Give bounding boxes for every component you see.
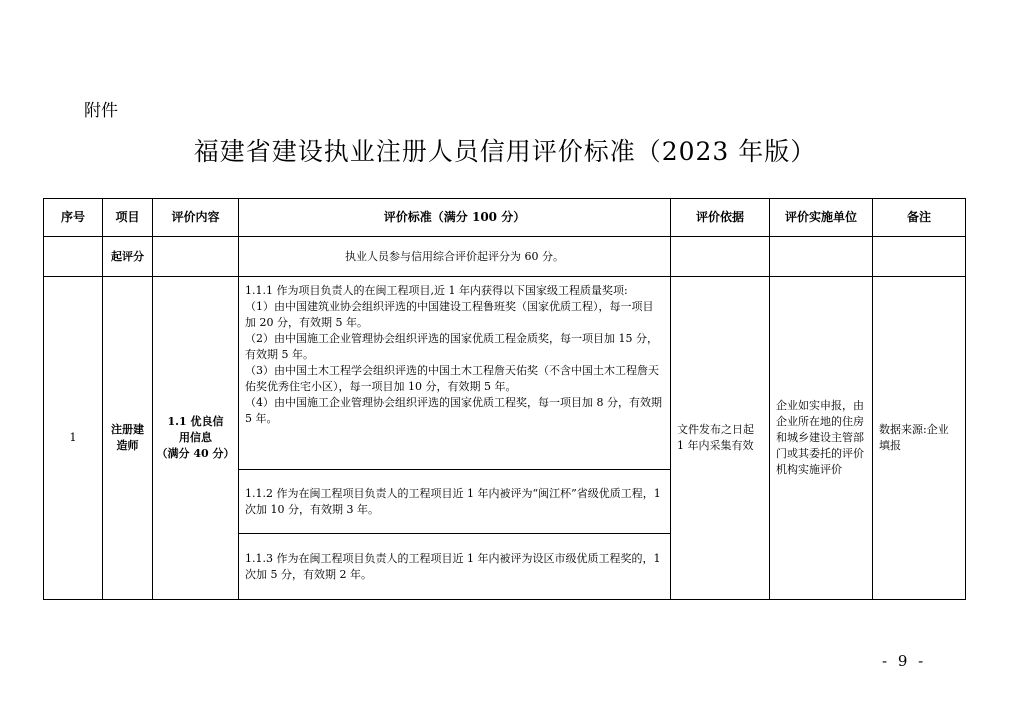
table-row [44,277,966,470]
item-basis-cell: 文件发布之日起 1 年内采集有效 [671,277,770,600]
header-seq: 序号 [44,199,103,237]
start-unit-cell [770,237,873,277]
item-remark-cell: 数据来源:企业填报 [873,277,966,600]
annex-label: 附件 [84,101,118,121]
item-unit-cell: 企业如实申报，由企业所在地的住房和城乡建设主管部门或其委托的评价机构实施评价 [770,277,873,600]
header-unit: 评价实施单位 [770,199,873,237]
header-project: 项目 [103,199,153,237]
content-title: 1.1 优良信用信息 [167,415,224,445]
document-title: 福建省建设执业注册人员信用评价标准（2023 年版） [193,137,817,166]
criteria-1-cell [239,277,671,470]
criteria-3-cell: 1.1.3 作为在闽工程项目负责人的工程项目近 1 年内被评为设区市级优质工程奖的，1 次加 5 分，有效期 2 年。 [239,534,671,600]
criteria-1-line: （1）由中国建筑业协会组织评选的中国建设工程鲁班奖（国家优质工程），每一项目加 20 分，有效期 5 年。 [245,299,654,329]
header-basis: 评价依据 [671,199,770,237]
credit-evaluation-table [43,198,966,600]
criteria-1-line: 1.1.1 作为项目负责人的在闽工程项目,近 1 年内获得以下国家级工程质量奖项: [245,284,628,297]
start-text-cell: 执业人员参与信用综合评价起评分为 60 分。 [239,237,671,277]
table-row [44,237,966,277]
header-content: 评价内容 [153,199,239,237]
item-content-cell [153,277,239,600]
criteria-2-cell: 1.1.2 作为在闽工程项目负责人的工程项目近 1 年内被评为“闽江杯”省级优质工程，1 次加 10 分，有效期 3 年。 [239,470,671,534]
item-project-cell: 注册建造师 [103,277,153,600]
page-number: - 9 - [882,652,927,670]
start-remark-cell [873,237,966,277]
start-basis-cell [671,237,770,277]
start-seq-cell [44,237,103,277]
criteria-1-line: （2）由中国施工企业管理协会组织评选的国家优质工程金质奖，每一项目加 15 分，有效期 5 年。 [245,331,658,361]
criteria-1-line: （4）由中国施工企业管理协会组织评选的国家优质工程奖，每一项目加 8 分，有效期 5 年。 [245,395,662,425]
header-remark: 备注 [873,199,966,237]
content-score: （满分 40 分） [156,446,235,460]
header-criteria: 评价标准（满分 100 分） [239,199,671,237]
item-seq-cell: 1 [44,277,103,600]
criteria-1-line: （3）由中国土木工程学会组织评选的中国土木工程詹天佑奖（不含中国土木工程詹天佑奖优秀住宅小区），每一项目加 10 分，有效期 5 年。 [245,363,659,393]
start-label-cell: 起评分 [103,237,153,277]
table-header-row [44,199,966,237]
start-content-cell [153,237,239,277]
